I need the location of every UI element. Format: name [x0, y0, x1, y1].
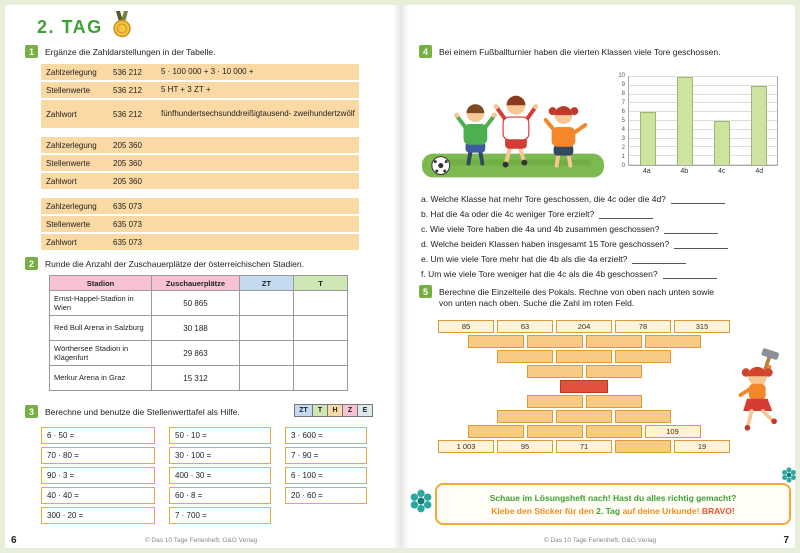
exercise-5 — [419, 285, 789, 453]
pyramid-value: 78 — [615, 320, 671, 333]
answer-line-a[interactable] — [671, 194, 725, 204]
table-row: Stellenwerte 536 212 5 HT + 3 ZT + — [41, 82, 359, 98]
hammer-girl-illustration — [731, 347, 791, 448]
problem-box[interactable]: 7 · 90 = — [285, 447, 367, 464]
pyramid-cell[interactable] — [497, 350, 553, 363]
y-tick-label: 9 — [621, 82, 625, 88]
answer-line-f[interactable] — [663, 269, 717, 279]
answer-cell-zt[interactable] — [240, 316, 294, 341]
pyramid-cell[interactable] — [615, 350, 671, 363]
x-tick-label: 4a — [642, 168, 651, 175]
page-number-left: 6 — [11, 535, 17, 546]
pyramid-value: 63 — [497, 320, 553, 333]
question-list — [421, 191, 789, 281]
football-kids-illustration — [419, 64, 607, 182]
column-header-plaetze: Zuschauerplätze — [152, 276, 240, 291]
x-tick-label: 4d — [755, 168, 764, 175]
bar-4d — [751, 86, 767, 165]
column-header-zt: ZT — [240, 276, 294, 291]
bar-4c — [714, 121, 730, 165]
problem-box[interactable]: 60 · 8 = — [169, 487, 271, 504]
multiplication-problems — [41, 427, 379, 524]
y-tick-label: 2 — [621, 145, 625, 151]
answer-line-e[interactable] — [632, 254, 686, 264]
y-tick-label: 10 — [618, 73, 625, 79]
pyramid-cell[interactable] — [586, 335, 642, 348]
pyramid-cell[interactable] — [527, 335, 583, 348]
exercise-4-badge: 4 — [419, 45, 432, 58]
answer-cell-t[interactable] — [294, 316, 348, 341]
table-row: Stellenwerte 635 073 — [41, 216, 359, 232]
bravo-line2: Klebe den Sticker für den 2. Tag auf deine Urkunde! BRAVO! — [491, 505, 735, 516]
place-value-zt: ZT — [294, 404, 313, 417]
x-tick-label: 4b — [680, 168, 689, 175]
bravo-word: BRAVO! — [701, 505, 735, 516]
pyramid-cell[interactable] — [527, 365, 583, 378]
place-value-e: E — [358, 404, 373, 417]
table-row: Wörthersee Stadion in Klagenfurt 29 863 — [50, 341, 348, 366]
pyramid-cell[interactable] — [615, 410, 671, 423]
exercise-1-instruction: Ergänze die Zahldarstellungen in der Tabelle. — [45, 47, 216, 57]
answer-cell[interactable]: 5 · 100 000 + 3 · 10 000 + — [161, 66, 254, 76]
answer-cell[interactable]: fünfhundertsechsunddreißigtausend- zweihundertzwölf — [161, 108, 355, 118]
pyramid-value: 19 — [674, 440, 730, 453]
pyramid-cell[interactable] — [468, 425, 524, 438]
bravo-box — [435, 483, 791, 525]
answer-cell-zt[interactable] — [240, 291, 294, 316]
exercise-3-instruction: Berechne und benutze die Stellenwerttafel als Hilfe. — [45, 407, 240, 417]
exercise-1-badge: 1 — [25, 45, 38, 58]
question-c: c. Wie viele Tore haben die 4a und 4b zusammen geschossen? — [421, 223, 660, 234]
problem-box[interactable]: 90 · 3 = — [41, 467, 155, 484]
chart-xaxis — [628, 166, 778, 178]
exercise-5-instruction-line2: von unten nach oben. Suche die Zahl im roten Feld. — [439, 298, 635, 308]
page-left — [5, 5, 397, 548]
table-row: Zahlwort 635 073 — [41, 234, 359, 250]
pyramid-value: 204 — [556, 320, 612, 333]
pyramid-cell[interactable] — [615, 440, 671, 453]
column-header-stadion: Stadion — [50, 276, 152, 291]
exercise-3-badge: 3 — [25, 405, 38, 418]
answer-cell-t[interactable] — [294, 291, 348, 316]
pyramid-cell[interactable] — [586, 395, 642, 408]
pyramid-cell[interactable] — [497, 410, 553, 423]
pyramid-cell[interactable] — [556, 350, 612, 363]
day-tag-highlight: 2. Tag — [596, 505, 621, 516]
copyright-left: © Das 10 Tage Ferienheft, G&G Verlag — [144, 537, 258, 544]
problem-box[interactable]: 6 · 100 = — [285, 467, 367, 484]
table-row: Zahlzerlegung 635 073 — [41, 198, 359, 214]
pyramid-value: 315 — [674, 320, 730, 333]
exercise-2 — [25, 257, 377, 391]
pyramid-cell[interactable] — [556, 410, 612, 423]
pyramid-value: 95 — [497, 440, 553, 453]
exercise-5-badge: 5 — [419, 285, 432, 298]
goals-bar-chart — [615, 73, 778, 182]
y-tick-label: 6 — [621, 109, 625, 115]
y-tick-label: 7 — [621, 100, 625, 106]
pyramid-value: 71 — [556, 440, 612, 453]
table-row: Zahlzerlegung 536 212 5 · 100 000 + 3 · 10 000 + — [41, 64, 359, 80]
page-number-right: 7 — [783, 535, 789, 546]
page-right — [405, 5, 795, 548]
answer-line-d[interactable] — [674, 239, 728, 249]
answer-line-b[interactable] — [599, 209, 653, 219]
problem-box[interactable]: 40 · 40 = — [41, 487, 155, 504]
place-value-h: H — [328, 404, 343, 417]
problem-box[interactable]: 50 · 10 = — [169, 427, 271, 444]
pyramid-cell[interactable] — [527, 395, 583, 408]
day-header — [37, 11, 132, 43]
place-value-t: T — [313, 404, 328, 417]
exercise-4-instruction: Bei einem Fußballturnier haben die vierten Klassen viele Tore geschossen. — [439, 47, 721, 57]
table-row: Red Bull Arena in Salzburg 30 188 — [50, 316, 348, 341]
question-a: a. Welche Klasse hat mehr Tore geschossen, die 4c oder die 4d? — [421, 193, 666, 204]
answer-line-c[interactable] — [664, 224, 718, 234]
problem-box[interactable]: 7 · 700 = — [169, 507, 271, 524]
exercise-2-badge: 2 — [25, 257, 38, 270]
y-tick-label: 8 — [621, 91, 625, 97]
y-tick-label: 4 — [621, 127, 625, 133]
red-field[interactable] — [560, 380, 608, 393]
pyramid-cell[interactable] — [586, 365, 642, 378]
problem-box[interactable]: 70 · 80 = — [41, 447, 155, 464]
question-d: d. Welche beiden Klassen haben insgesamt 15 Tore geschossen? — [421, 238, 670, 249]
table-row: Ernst-Happel-Stadion in Wien 50 865 — [50, 291, 348, 316]
problem-box[interactable]: 6 · 50 = — [41, 427, 155, 444]
stadium-table — [49, 275, 348, 391]
place-value-header — [294, 404, 373, 417]
day-title: 2. TAG — [37, 16, 103, 37]
question-e: e. Um wie viele Tore mehr hat die 4b als die 4a erzielt? — [421, 253, 628, 264]
y-tick-label: 0 — [621, 163, 625, 169]
table-row: Zahlwort 205 360 — [41, 173, 359, 189]
exercise-4 — [419, 45, 789, 281]
exercise-2-instruction: Runde die Anzahl der Zuschauerplätze der österreichischen Stadien. — [45, 259, 304, 269]
table-row: Stellenwerte 205 360 — [41, 155, 359, 171]
y-tick-label: 3 — [621, 136, 625, 142]
answer-cell-zt[interactable] — [240, 341, 294, 366]
problem-box[interactable]: 30 · 100 = — [169, 447, 271, 464]
answer-cell[interactable]: 5 HT + 3 ZT + — [161, 84, 211, 94]
chart-yaxis — [615, 73, 628, 169]
problem-box[interactable]: 300 · 20 = — [41, 507, 155, 524]
bravo-line1: Schaue im Lösungsheft nach! Hast du alles richtig gemacht? — [489, 492, 737, 503]
pyramid-cell[interactable] — [468, 335, 524, 348]
pyramid-value: 109 — [645, 425, 701, 438]
exercise-1 — [25, 45, 377, 252]
y-tick-label: 1 — [621, 154, 625, 160]
table-row: Zahlwort 536 212 fünfhundertsechsunddreißigtausend- zweihundertzwölf — [41, 100, 359, 128]
pyramid-cell[interactable] — [586, 425, 642, 438]
problem-box[interactable]: 20 · 60 = — [285, 487, 367, 504]
table-row: Merkur Arena in Graz 15 312 — [50, 366, 348, 391]
question-f: f. Um wie viele Tore weniger hat die 4c als die 4b geschossen? — [421, 268, 658, 279]
column-header-t: T — [294, 276, 348, 291]
pyramid-cell[interactable] — [645, 335, 701, 348]
problem-box[interactable]: 400 · 30 = — [169, 467, 271, 484]
question-b: b. Hat die 4a oder die 4c weniger Tore erzielt? — [421, 208, 595, 219]
y-tick-label: 5 — [621, 118, 625, 124]
table-row: Zahlzerlegung 205 360 — [41, 137, 359, 153]
bar-4b — [677, 77, 693, 165]
bar-4a — [640, 112, 656, 165]
number-representation-table — [41, 64, 359, 250]
copyright-right: © Das 10 Tage Ferienheft, G&G Verlag — [543, 537, 657, 544]
place-value-z: Z — [343, 404, 358, 417]
pyramid-value: 85 — [438, 320, 494, 333]
answer-cell-zt[interactable] — [240, 366, 294, 391]
medal-icon — [112, 11, 132, 43]
pyramid-value: 1 003 — [438, 440, 494, 453]
x-tick-label: 4c — [718, 168, 726, 175]
flower-icon — [409, 489, 433, 518]
problem-box[interactable]: 3 · 600 = — [285, 427, 367, 444]
exercise-5-instruction-line1: Berechne die Einzelteile des Pokals. Rechne von oben nach unten sowie — [439, 287, 715, 297]
exercise-3 — [25, 405, 379, 524]
answer-cell-t[interactable] — [294, 366, 348, 391]
trophy-pyramid — [419, 320, 749, 453]
gridline — [629, 76, 777, 77]
answer-cell-t[interactable] — [294, 341, 348, 366]
chart-plot — [628, 76, 778, 166]
pyramid-cell[interactable] — [527, 425, 583, 438]
